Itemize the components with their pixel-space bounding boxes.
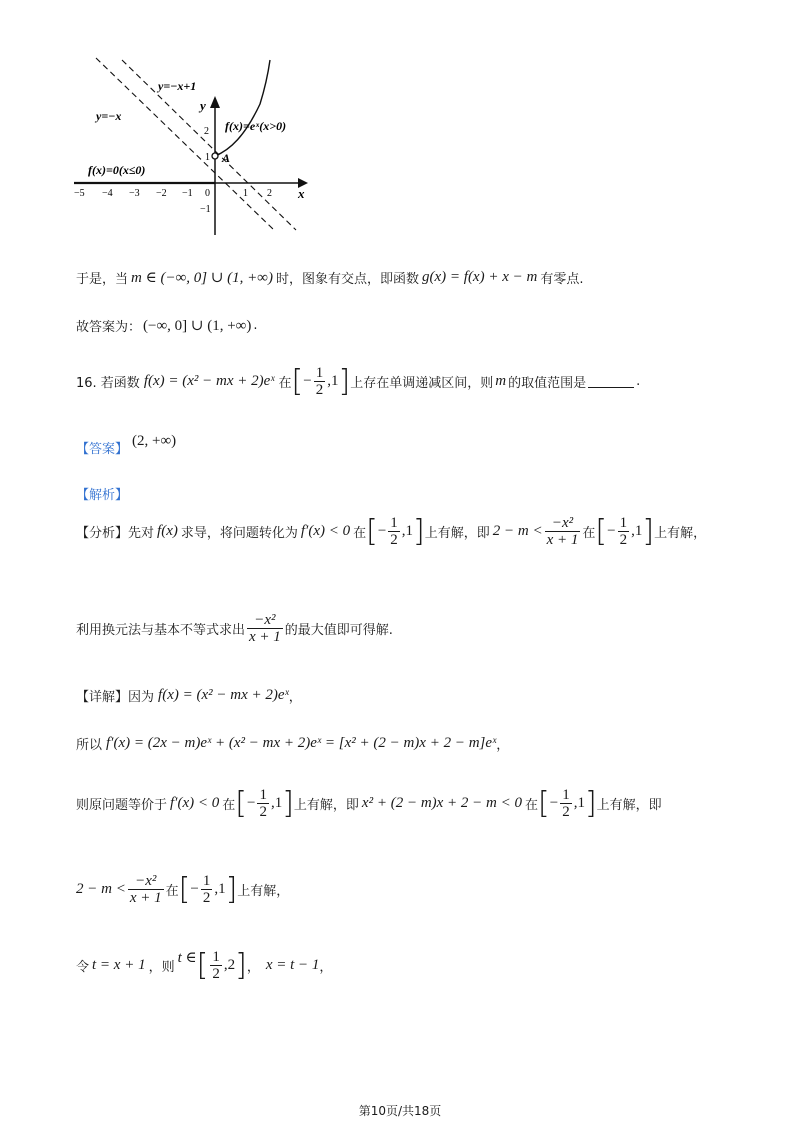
den: 2 <box>390 532 398 548</box>
bracket: ] <box>584 786 597 821</box>
bracket: ] <box>338 364 351 399</box>
tick-x-m3: −3 <box>129 188 140 199</box>
fraction-x2 <box>128 873 164 906</box>
text: 所以 <box>76 738 103 753</box>
math-t: t = x + 1 <box>92 957 146 973</box>
tick-x-0: 0 <box>205 188 210 199</box>
text: ,1 <box>214 881 226 897</box>
den: 2 <box>315 382 324 398</box>
bracket: [ <box>291 364 304 399</box>
text: 故答案为： <box>76 320 142 335</box>
math-m-range: m ∈ (−∞, 0] ∪ (1, +∞) <box>131 270 273 286</box>
num: −x² <box>128 873 164 890</box>
tick-x-m2: −2 <box>156 188 167 199</box>
substitution-row <box>76 948 332 983</box>
point-A <box>212 153 218 159</box>
tick-x-1: 1 <box>243 188 248 199</box>
math-lhs: 2 − m < <box>492 523 543 539</box>
minus: − <box>246 795 256 811</box>
math-quadratic: x² + (2 − m)x + 2 − m < 0 <box>361 795 522 811</box>
bracket: ] <box>235 948 247 983</box>
text: . <box>253 318 258 333</box>
label-fexp: f(x)=eˣ(x>0) <box>225 119 287 133</box>
num: 1 <box>619 515 628 531</box>
label-y: y <box>200 98 206 113</box>
bracket: ] <box>413 514 425 549</box>
text: 的最大值即可得解. <box>284 623 393 638</box>
den: 2 <box>259 804 267 820</box>
bracket: [ <box>366 514 378 549</box>
math-lhs: 2 − m < <box>76 881 126 897</box>
derivative-row <box>76 734 509 753</box>
math-f: f(x) = (x² − mx + 2)eˣ <box>143 373 275 389</box>
text: 先对 <box>128 526 155 541</box>
fraction-half <box>560 787 572 820</box>
math-g: g(x) = f(x) + x − m <box>422 269 538 285</box>
text: ，则 <box>148 960 175 975</box>
text: 利用换元法与基本不等式求出 <box>76 623 246 638</box>
fraction-x2 <box>247 612 283 645</box>
text: ， <box>246 960 260 975</box>
text: 上有解，即 <box>293 798 359 813</box>
den: x + 1 <box>546 532 579 548</box>
text: 上有解， <box>237 884 290 899</box>
detail-row <box>76 686 302 705</box>
analysis-row <box>76 484 128 503</box>
math-ineq: f′(x) < 0 <box>170 795 220 811</box>
minus: − <box>549 795 559 811</box>
question-16 <box>76 364 640 399</box>
text: 上有解， <box>654 526 707 541</box>
label-fzero: f(x)=0(x≤0) <box>88 163 146 177</box>
tick-y2: 2 <box>204 126 209 137</box>
answer-tag: 【答案】 <box>76 442 129 457</box>
text: 在 <box>165 884 179 899</box>
text: 于是，当 <box>76 272 129 287</box>
tick-x-m5: −5 <box>74 188 85 199</box>
bracket: ] <box>642 514 655 549</box>
fenxi-row-2 <box>76 612 393 645</box>
num: 1 <box>315 365 324 381</box>
tick-x-2: 2 <box>267 188 272 199</box>
para-answer-line <box>76 316 258 335</box>
text: 求导，将问题转化为 <box>180 526 298 541</box>
bracket: [ <box>538 786 550 821</box>
answer-blank <box>588 375 634 388</box>
den: 2 <box>562 804 570 820</box>
num: −x² <box>545 515 581 532</box>
math-t-in: t ∈ <box>177 950 197 966</box>
fraction-half <box>210 949 222 982</box>
tick-x-m4: −4 <box>102 188 113 199</box>
page-footer <box>0 1100 800 1119</box>
math-answer: (−∞, 0] ∪ (1, +∞) <box>143 318 252 334</box>
num: 1 <box>562 787 570 803</box>
text: ,1 <box>401 523 414 539</box>
bracket: ] <box>225 872 238 907</box>
math-ineq: f′(x) < 0 <box>300 523 351 539</box>
num: 1 <box>259 787 267 803</box>
den: 2 <box>202 890 211 906</box>
minus: − <box>303 373 312 389</box>
fraction-half <box>314 365 326 398</box>
text: 则原问题等价于 <box>76 798 168 813</box>
tick-ym1: −1 <box>200 204 211 215</box>
label-line1: y=−x+1 <box>158 79 197 93</box>
minus: − <box>607 523 616 539</box>
text: 在 <box>525 798 539 813</box>
inequality-row <box>76 872 289 907</box>
minus: − <box>190 881 199 897</box>
fraction-x2 <box>545 515 581 548</box>
text: ,2 <box>223 957 236 973</box>
text: ,1 <box>631 523 643 539</box>
text: 在 <box>222 798 236 813</box>
answer-row <box>76 433 177 457</box>
math-f: f(x) = (x² − mx + 2)eˣ <box>158 687 289 703</box>
text: 上有解，即 <box>596 798 662 813</box>
text: 因为 <box>128 690 155 705</box>
text: 令 <box>76 960 90 975</box>
fraction-half <box>201 873 213 906</box>
num: −x² <box>247 612 283 629</box>
minus: − <box>377 523 387 539</box>
text: 上有解，即 <box>424 526 490 541</box>
fenxi-tag: 【分析】 <box>76 526 129 541</box>
text: ,1 <box>270 795 283 811</box>
fraction-half <box>618 515 630 548</box>
math-m: m <box>495 373 507 389</box>
text: 有零点. <box>540 272 584 287</box>
function-graph <box>60 50 340 240</box>
math-x: x = t − 1 <box>265 957 320 973</box>
text: ， <box>319 960 333 975</box>
den: 2 <box>212 966 220 982</box>
fraction-half <box>257 787 269 820</box>
bracket: [ <box>196 948 209 983</box>
text: ,1 <box>573 795 585 811</box>
tick-x-m1: −1 <box>182 188 193 199</box>
label-line2: y=−x <box>96 109 122 123</box>
text: ,1 <box>327 373 339 389</box>
bracket: [ <box>235 786 247 821</box>
den: 2 <box>619 532 628 548</box>
math-derivative: f′(x) = (2x − m)eˣ + (x² − mx + 2)eˣ = [x² + (2 − m)x + 2 − m]eˣ <box>106 735 497 751</box>
question-number: 16. 若函数 <box>76 376 140 391</box>
exp-curve <box>215 60 270 156</box>
bracket: [ <box>595 514 608 549</box>
text: 上存在单调递减区间，则 <box>350 376 494 391</box>
den: x + 1 <box>249 629 281 645</box>
text: 的取值范围是 <box>508 376 587 391</box>
den: x + 1 <box>129 890 162 906</box>
tick-y1: 1 <box>205 152 210 163</box>
text: 在 <box>353 526 367 541</box>
fraction-half <box>388 515 400 548</box>
answer-value: (2, +∞) <box>132 433 177 449</box>
text: ， <box>496 738 510 753</box>
num: 1 <box>390 515 398 531</box>
label-x: x <box>298 186 305 201</box>
page-number: 第10页/共18页 <box>358 1104 442 1118</box>
text: ， <box>288 690 302 705</box>
text: 在 <box>582 526 596 541</box>
text: 时，图象有交点，即函数 <box>275 272 419 287</box>
bracket: ] <box>282 786 294 821</box>
para-intersection <box>76 268 583 287</box>
fenxi-row <box>76 514 706 549</box>
text: 在 <box>278 376 292 391</box>
num: 1 <box>212 949 220 965</box>
math-fx: f(x) <box>157 523 178 539</box>
y-axis-arrow <box>210 96 220 108</box>
equiv-row <box>76 786 662 821</box>
num: 1 <box>202 873 211 889</box>
analysis-tag: 【解析】 <box>76 488 129 503</box>
text: . <box>636 374 641 389</box>
detail-tag: 【详解】 <box>76 690 129 705</box>
bracket: [ <box>178 872 191 907</box>
x-ticks <box>74 188 272 199</box>
label-A: A <box>222 151 231 165</box>
